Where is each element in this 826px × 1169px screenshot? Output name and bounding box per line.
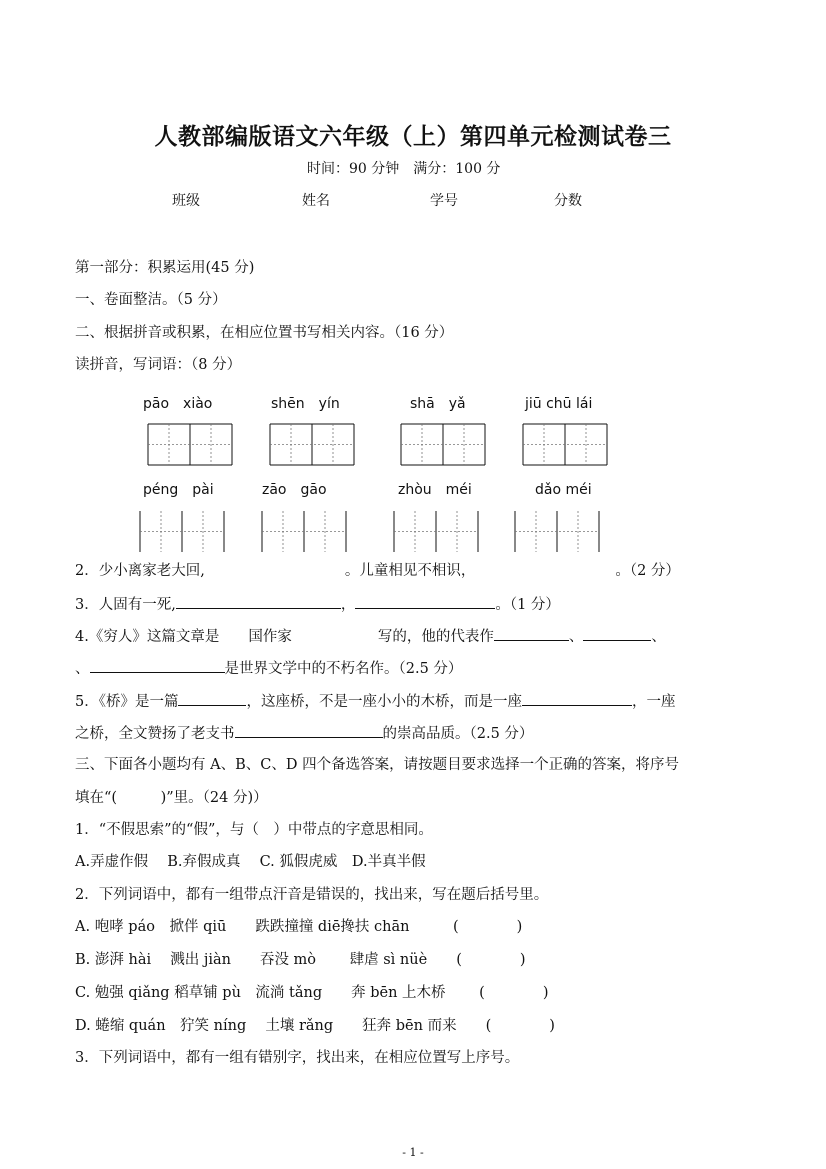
answer-blank[interactable]: [90, 658, 225, 673]
option-c: C. 勉强 qiǎng 稻草铺 pù 流淌 tǎng 奔 bēn 上木桥 ( ): [75, 985, 549, 1001]
field-score: 分数: [554, 193, 582, 209]
field-number: 学号: [430, 193, 458, 209]
page-number: - 1 -: [402, 1146, 424, 1159]
pinyin-label: jiū chū lái: [525, 396, 593, 412]
answer-blank[interactable]: [355, 594, 495, 609]
fill-line-5-cont: 之桥，全文赞扬了老支书 的崇高品质。（2.5 分）: [75, 723, 533, 743]
answer-blank[interactable]: [494, 626, 569, 641]
pinyin-intro: 读拼音，写词语：（8 分）: [75, 357, 242, 373]
question-2: 二、根据拼音或积累，在相应位置书写相关内容。（16 分）: [75, 325, 454, 341]
field-name: 姓名: [302, 193, 330, 209]
option-b: B. 澎湃 hài 溅出 jiàn 吞没 mò 肆虐 sì nüè ( ): [75, 952, 526, 968]
writing-grid[interactable]: [515, 511, 599, 553]
answer-blank[interactable]: [235, 723, 383, 738]
field-class: 班级: [172, 193, 200, 209]
writing-grid[interactable]: [394, 511, 478, 553]
subquestion-1: 1．“不假思索”的“假”，与（ ）中带点的字意思相同。: [75, 822, 433, 838]
question-3-line1: 三、下面各小题均有 A、B、C、D 四个备选答案，请按题目要求选择一个正确的答案，将序号: [75, 757, 680, 773]
answer-blank[interactable]: [178, 691, 246, 706]
option-d: D. 蜷缩 quán 狞笑 níng 土壤 rǎng 狂奔 bēn 而来 ( ): [75, 1018, 555, 1034]
pinyin-label: zhòu méi: [398, 482, 472, 498]
pinyin-label: pāo xiào: [143, 396, 213, 412]
fill-line-3: 3．人固有一死, ， 。（1 分）: [75, 594, 560, 614]
option-a: A. 咆哮 páo 掀伴 qiū 跌跌撞撞 diē搀扶 chān ( ): [75, 919, 523, 935]
writing-grid[interactable]: [262, 511, 346, 553]
question-1: 一、卷面整洁。（5 分）: [75, 292, 227, 308]
subquestion-1-options: A.弄虚作假 B.弃假成真 C. 狐假虎威 D.半真半假: [75, 854, 426, 870]
pinyin-label: dǎo méi: [535, 482, 592, 498]
writing-grid[interactable]: [401, 424, 485, 466]
subquestion-2: 2．下列词语中，都有一组带点汗音是错误的，找出来，写在题后括号里。: [75, 887, 549, 903]
pinyin-label: shā yǎ: [410, 396, 466, 412]
page-title: 人教部编版语文六年级（上）第四单元检测试卷三: [154, 123, 672, 150]
pinyin-label: péng pài: [143, 482, 214, 498]
answer-blank[interactable]: [522, 691, 632, 706]
answer-blank[interactable]: [583, 626, 651, 641]
pinyin-label: zāo gāo: [262, 482, 327, 498]
time-info: 时间：90 分钟 满分：100 分: [307, 161, 501, 177]
subquestion-3: 3．下列词语中，都有一组有错别字，找出来，在相应位置写上序号。: [75, 1050, 520, 1066]
writing-grid[interactable]: [523, 424, 607, 466]
question-3-line2: 填在“( )”里。（24 分)）: [75, 790, 268, 806]
fill-line-2: 2．少小离家老大回, 。儿童相见不相识， 。（2 分）: [75, 563, 680, 579]
writing-grid[interactable]: [140, 511, 224, 553]
writing-grid[interactable]: [148, 424, 232, 466]
writing-grid[interactable]: [270, 424, 354, 466]
fill-line-4-cont: 、 是世界文学中的不朽名作。（2.5 分）: [75, 658, 462, 678]
answer-blank[interactable]: [176, 594, 341, 609]
pinyin-label: shēn yín: [271, 396, 340, 412]
fill-line-5: 5．《桥》是一篇 ，这座桥，不是一座小小的木桥，而是一座 ，一座: [75, 691, 675, 711]
part1-heading: 第一部分：积累运用(45 分): [75, 260, 255, 276]
fill-line-4: 4.《穷人》这篇文章是 国作家 写的，他的代表作 、 、: [75, 626, 666, 646]
